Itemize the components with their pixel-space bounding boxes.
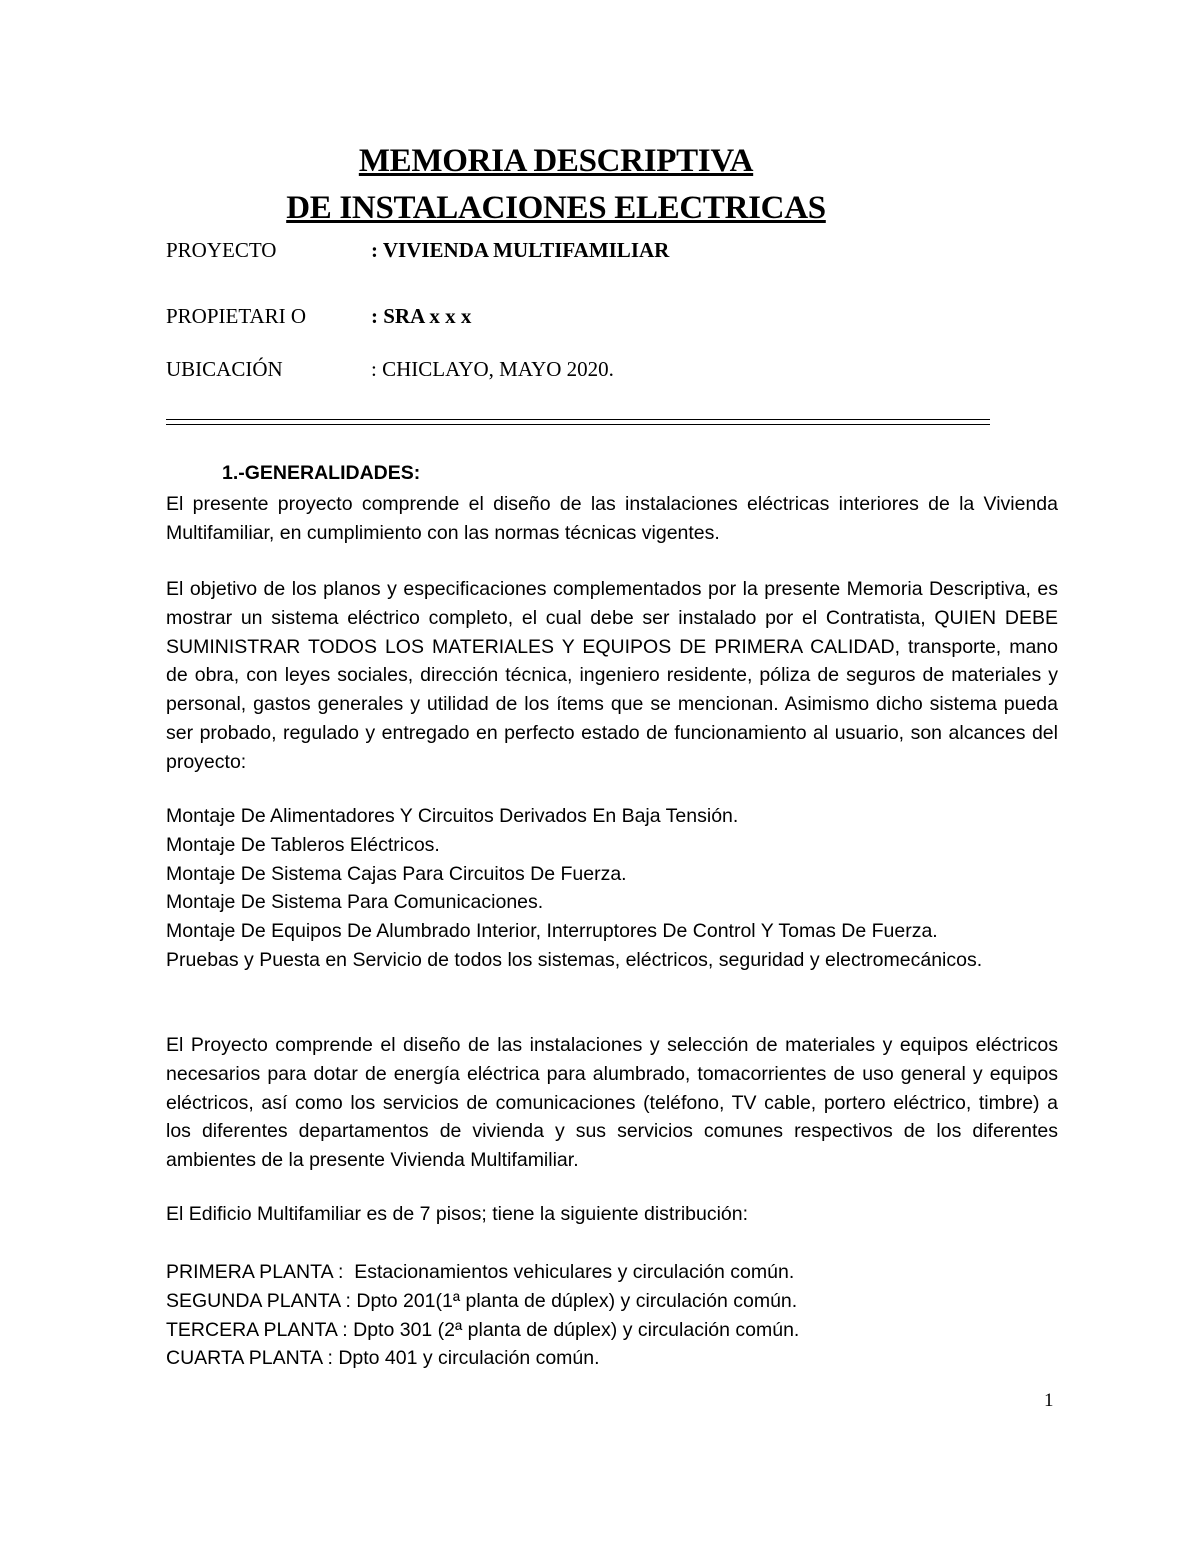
field-value: : CHICLAYO, MAYO 2020. [371,357,614,381]
paragraph-building: El Edificio Multifamiliar es de 7 pisos; tiene la siguiente distribución: [166,1203,749,1225]
field-label: PROPIETARI O [166,304,307,328]
floor-label: TERCERA PLANTA : [166,1318,348,1341]
floor-row [166,1258,799,1287]
list-item: Montaje De Sistema Para Comunicaciones. [166,891,544,914]
floor-description: Dpto 301 (2ª planta de dúplex) y circulación común. [353,1318,800,1341]
floor-label: SEGUNDA PLANTA : [166,1289,351,1312]
field-label: PROYECTO [166,238,277,262]
field-proyecto [166,238,669,263]
document-title-line2: DE INSTALACIONES ELECTRICAS [286,190,826,226]
floor-distribution-list [166,1258,799,1373]
floor-row [166,1287,799,1316]
scope-list [166,802,1058,975]
field-value: : VIVIENDA MULTIFAMILIAR [371,238,670,262]
field-propietario [166,304,471,329]
paragraph-intro: El presente proyecto comprende el diseño de las instalaciones eléctricas interiores de la Vivienda Multifamiliar, en cumplimiento con las normas técnicas vigentes. [166,493,1058,544]
paragraph-project-scope: El Proyecto comprende el diseño de las instalaciones y selección de materiales y equipos eléctricos necesarios para dotar de energía eléctrica para alumbrado, tomacorrientes de uso general y equipos eléctricos, así como los servicios de comunicaciones (teléfono, TV cable, portero eléctrico, timbre) a los diferentes departamentos de vivienda y sus servicios comunes respectivos de los diferentes ambientes de la presente Vivienda Multifamiliar. [166,1034,1058,1172]
field-ubicacion [166,357,614,382]
floor-label: CUARTA PLANTA : [166,1347,333,1370]
list-item: Montaje De Equipos De Alumbrado Interior, Interruptores De Control Y Tomas De Fuerza. [166,920,938,943]
list-item: Montaje De Tableros Eléctricos. [166,833,440,856]
list-item: Pruebas y Puesta en Servicio de todos los sistemas, eléctricos, seguridad y electromecánicos. [166,948,983,971]
document-title-line1: MEMORIA DESCRIPTIVA [358,143,754,179]
paragraph-objective: El objetivo de los planos y especificaciones complementados por la presente Memoria Descriptiva, es mostrar un sistema eléctrico completo, el cual debe ser instalado por el Contratista, QUIEN DEBE SUMINISTRAR TODOS LOS MATERIALES Y EQUIPOS DE PRIMERA CALIDAD, transporte, mano de obra, con leyes sociales, dirección técnica, ingeniero residente, póliza de seguros de materiales y personal, gastos generales y utilidad de los ítems que se mencionan. Asimismo dicho sistema pueda ser probado, regulado y entregado en perfecto estado de funcionamiento al usuario, son alcances del proyecto: [166,578,1058,773]
field-value: : SRA x x x [371,304,472,328]
floor-description: Dpto 401 y circulación común. [338,1347,600,1370]
field-label: UBICACIÓN [166,357,283,381]
list-item: Montaje De Alimentadores Y Circuitos Derivados En Baja Tensión. [166,805,739,827]
floor-description: Estacionamientos vehiculares y circulación común. [354,1261,795,1283]
section-heading: 1.-GENERALIDADES: [222,462,421,484]
floor-description: Dpto 201(1ª planta de dúplex) y circulación común. [356,1289,798,1312]
floor-row [166,1344,799,1373]
page-number: 1 [1044,1390,1054,1411]
floor-row [166,1316,799,1345]
double-rule-divider [166,419,990,425]
floor-label: PRIMERA PLANTA : [166,1261,344,1283]
list-item: Montaje De Sistema Cajas Para Circuitos De Fuerza. [166,862,627,885]
